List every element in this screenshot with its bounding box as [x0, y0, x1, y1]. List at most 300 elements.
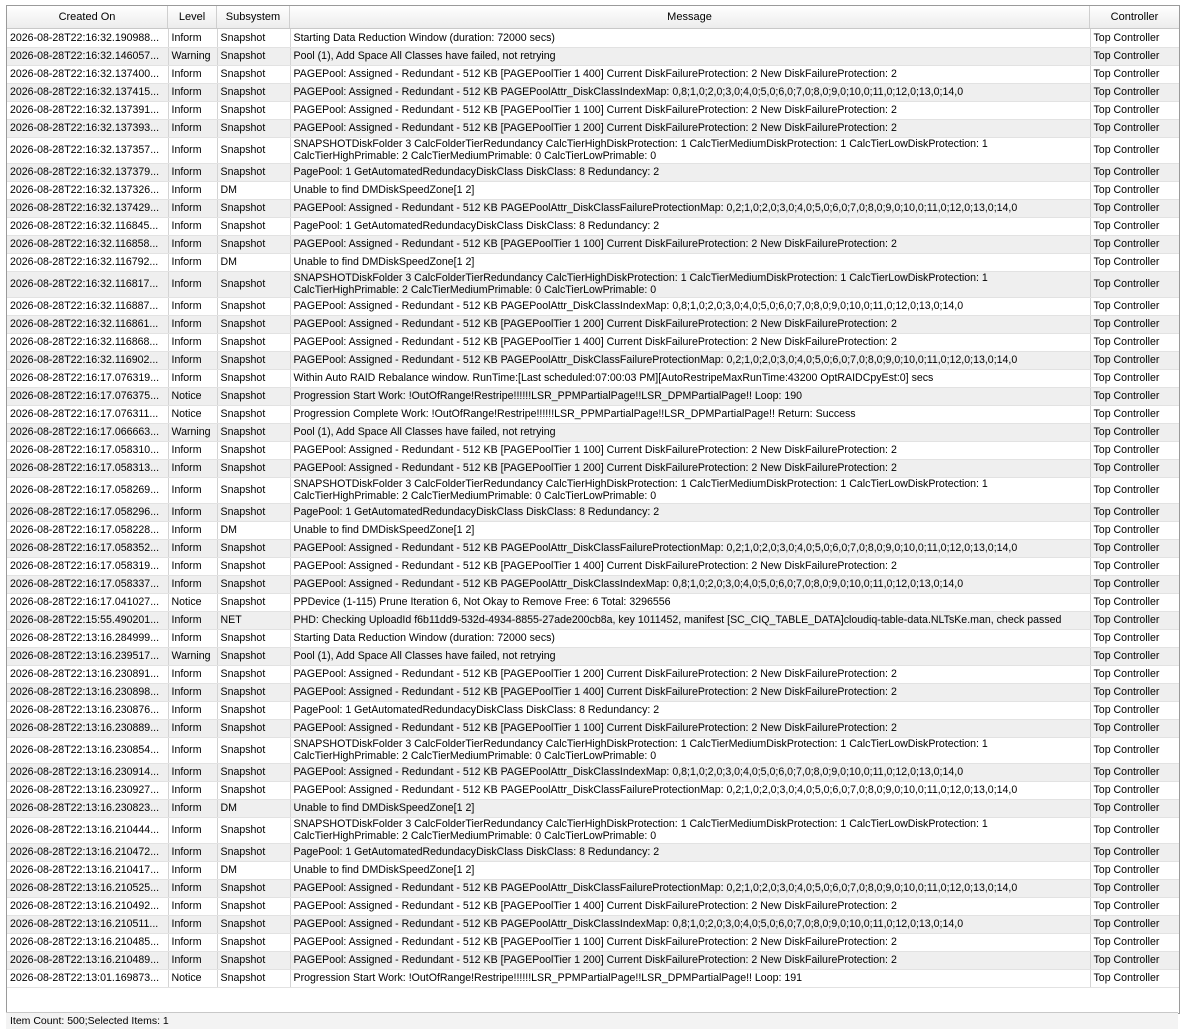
cell-subsystem: Snapshot [217, 575, 290, 593]
cell-message: PAGEPool: Assigned - Redundant - 512 KB [PAGEPoolTier 1 100] Current DiskFailureProtection: 2 New DiskFailureProtection: 2 [290, 441, 1090, 459]
cell-subsystem: Snapshot [217, 387, 290, 405]
cell-created-on: 2026-08-28T22:16:32.137415... [7, 83, 168, 101]
cell-subsystem: Snapshot [217, 593, 290, 611]
cell-level: Inform [168, 861, 217, 879]
table-row[interactable] [7, 405, 1179, 423]
cell-created-on: 2026-08-28T22:16:32.116868... [7, 333, 168, 351]
cell-created-on: 2026-08-28T22:16:32.137326... [7, 181, 168, 199]
cell-level: Inform [168, 799, 217, 817]
cell-controller: Top Controller [1090, 629, 1179, 647]
cell-message: PAGEPool: Assigned - Redundant - 512 KB PAGEPoolAttr_DiskClassFailureProtectionMap: 0,2;1,0;2,0;3,0;4,0;5,0;6,0;7,0;8,0;9,0;10,0;11,0;12,0;13,0;14,0 [290, 879, 1090, 897]
cell-message: PAGEPool: Assigned - Redundant - 512 KB [PAGEPoolTier 1 100] Current DiskFailureProtection: 2 New DiskFailureProtection: 2 [290, 101, 1090, 119]
cell-created-on: 2026-08-28T22:16:17.058296... [7, 503, 168, 521]
cell-level: Inform [168, 477, 217, 503]
cell-message: SNAPSHOTDiskFolder 3 CalcFolderTierRedundancy CalcTierHighDiskProtection: 1 CalcTierMediumDiskProtection: 1 CalcTierLowDiskProtection: 1 CalcTierHighPrimable: 2 CalcTierMediumPrimable: 0 CalcTierLowPrimable: 0 [290, 137, 1090, 163]
table-row[interactable] [7, 629, 1179, 647]
cell-level: Inform [168, 235, 217, 253]
table-row[interactable] [7, 199, 1179, 217]
cell-subsystem: Snapshot [217, 441, 290, 459]
cell-controller: Top Controller [1090, 683, 1179, 701]
cell-message: PPDevice (1-115) Prune Iteration 6, Not Okay to Remove Free: 6 Total: 3296556 [290, 593, 1090, 611]
cell-message: PAGEPool: Assigned - Redundant - 512 KB [PAGEPoolTier 1 200] Current DiskFailureProtection: 2 New DiskFailureProtection: 2 [290, 119, 1090, 137]
cell-message: PAGEPool: Assigned - Redundant - 512 KB [PAGEPoolTier 1 200] Current DiskFailureProtection: 2 New DiskFailureProtection: 2 [290, 459, 1090, 477]
cell-created-on: 2026-08-28T22:13:16.284999... [7, 629, 168, 647]
cell-created-on: 2026-08-28T22:16:17.058352... [7, 539, 168, 557]
cell-controller: Top Controller [1090, 297, 1179, 315]
table-row[interactable] [7, 817, 1179, 843]
cell-message: Progression Complete Work: !OutOfRange!Restripe!!!!!!LSR_PPMPartialPage!!LSR_DPMPartialPage!! Return: Success [290, 405, 1090, 423]
cell-message: SNAPSHOTDiskFolder 3 CalcFolderTierRedundancy CalcTierHighDiskProtection: 1 CalcTierMediumDiskProtection: 1 CalcTierLowDiskProtection: 1 CalcTierHighPrimable: 2 CalcTierMediumPrimable: 0 CalcTierLowPrimable: 0 [290, 737, 1090, 763]
table-row[interactable] [7, 101, 1179, 119]
cell-created-on: 2026-08-28T22:16:17.076319... [7, 369, 168, 387]
cell-message: SNAPSHOTDiskFolder 3 CalcFolderTierRedundancy CalcTierHighDiskProtection: 1 CalcTierMediumDiskProtection: 1 CalcTierLowDiskProtection: 1 CalcTierHighPrimable: 2 CalcTierMediumPrimable: 0 CalcTierLowPrimable: 0 [290, 271, 1090, 297]
cell-message: Progression Start Work: !OutOfRange!Restripe!!!!!!LSR_PPMPartialPage!!LSR_DPMPartialPage!! Loop: 190 [290, 387, 1090, 405]
cell-subsystem: Snapshot [217, 235, 290, 253]
cell-level: Warning [168, 647, 217, 665]
cell-subsystem: Snapshot [217, 843, 290, 861]
table-row[interactable] [7, 137, 1179, 163]
table-row[interactable] [7, 521, 1179, 539]
cell-message: PAGEPool: Assigned - Redundant - 512 KB PAGEPoolAttr_DiskClassIndexMap: 0,8;1,0;2,0;3,0;4,0;5,0;6,0;7,0;8,0;9,0;10,0;11,0;12,0;13,0;14,0 [290, 83, 1090, 101]
cell-controller: Top Controller [1090, 477, 1179, 503]
cell-controller: Top Controller [1090, 719, 1179, 737]
table-row[interactable] [7, 163, 1179, 181]
table-row[interactable] [7, 933, 1179, 951]
cell-controller: Top Controller [1090, 933, 1179, 951]
cell-controller: Top Controller [1090, 843, 1179, 861]
cell-created-on: 2026-08-28T22:13:16.230889... [7, 719, 168, 737]
table-body [7, 29, 1180, 988]
column-header-controller[interactable]: Controller [1110, 11, 1159, 23]
cell-level: Inform [168, 253, 217, 271]
cell-level: Notice [168, 969, 217, 987]
table-row[interactable] [7, 701, 1179, 719]
table-row[interactable] [7, 119, 1179, 137]
cell-controller: Top Controller [1090, 459, 1179, 477]
cell-level: Inform [168, 137, 217, 163]
cell-created-on: 2026-08-28T22:16:32.137429... [7, 199, 168, 217]
cell-level: Inform [168, 763, 217, 781]
cell-created-on: 2026-08-28T22:16:32.137357... [7, 137, 168, 163]
cell-subsystem: Snapshot [217, 763, 290, 781]
cell-subsystem: DM [217, 861, 290, 879]
cell-subsystem: DM [217, 521, 290, 539]
cell-created-on: 2026-08-28T22:13:16.230898... [7, 683, 168, 701]
table-row[interactable] [7, 915, 1179, 933]
cell-level: Inform [168, 119, 217, 137]
cell-message: PAGEPool: Assigned - Redundant - 512 KB [PAGEPoolTier 1 400] Current DiskFailureProtection: 2 New DiskFailureProtection: 2 [290, 65, 1090, 83]
cell-level: Inform [168, 897, 217, 915]
cell-subsystem: Snapshot [217, 199, 290, 217]
cell-subsystem: Snapshot [217, 369, 290, 387]
cell-controller: Top Controller [1090, 503, 1179, 521]
cell-message: SNAPSHOTDiskFolder 3 CalcFolderTierRedundancy CalcTierHighDiskProtection: 1 CalcTierMediumDiskProtection: 1 CalcTierLowDiskProtection: 1 CalcTierHighPrimable: 2 CalcTierMediumPrimable: 0 CalcTierLowPrimable: 0 [290, 817, 1090, 843]
cell-created-on: 2026-08-28T22:16:32.116858... [7, 235, 168, 253]
column-header-message[interactable]: Message [290, 6, 1090, 28]
cell-controller: Top Controller [1090, 235, 1179, 253]
cell-controller: Top Controller [1090, 575, 1179, 593]
cell-subsystem: Snapshot [217, 969, 290, 987]
cell-level: Inform [168, 351, 217, 369]
cell-subsystem: Snapshot [217, 629, 290, 647]
cell-controller: Top Controller [1090, 969, 1179, 987]
cell-created-on: 2026-08-28T22:15:55.490201... [7, 611, 168, 629]
cell-controller: Top Controller [1090, 253, 1179, 271]
cell-created-on: 2026-08-28T22:16:32.190988... [7, 29, 168, 47]
cell-message: PAGEPool: Assigned - Redundant - 512 KB [PAGEPoolTier 1 200] Current DiskFailureProtection: 2 New DiskFailureProtection: 2 [290, 951, 1090, 969]
cell-subsystem: DM [217, 181, 290, 199]
cell-controller: Top Controller [1090, 163, 1179, 181]
cell-level: Inform [168, 933, 217, 951]
cell-level: Inform [168, 83, 217, 101]
cell-controller: Top Controller [1090, 817, 1179, 843]
cell-controller: Top Controller [1090, 861, 1179, 879]
cell-subsystem: Snapshot [217, 423, 290, 441]
table-row[interactable] [7, 539, 1179, 557]
cell-message: PAGEPool: Assigned - Redundant - 512 KB [PAGEPoolTier 1 100] Current DiskFailureProtection: 2 New DiskFailureProtection: 2 [290, 719, 1090, 737]
cell-level: Inform [168, 951, 217, 969]
cell-created-on: 2026-08-28T22:13:16.210485... [7, 933, 168, 951]
cell-message: PAGEPool: Assigned - Redundant - 512 KB [PAGEPoolTier 1 400] Current DiskFailureProtection: 2 New DiskFailureProtection: 2 [290, 683, 1090, 701]
cell-controller: Top Controller [1090, 593, 1179, 611]
cell-subsystem: NET [217, 611, 290, 629]
cell-subsystem: Snapshot [217, 297, 290, 315]
table-row[interactable] [7, 575, 1179, 593]
cell-created-on: 2026-08-28T22:16:32.116902... [7, 351, 168, 369]
cell-level: Warning [168, 47, 217, 65]
cell-level: Inform [168, 575, 217, 593]
cell-subsystem: Snapshot [217, 781, 290, 799]
table-row[interactable] [7, 861, 1179, 879]
cell-controller: Top Controller [1090, 879, 1179, 897]
cell-created-on: 2026-08-28T22:16:32.116817... [7, 271, 168, 297]
cell-level: Inform [168, 737, 217, 763]
cell-message: PagePool: 1 GetAutomatedRedundacyDiskClass DiskClass: 8 Redundancy: 2 [290, 163, 1090, 181]
cell-level: Inform [168, 503, 217, 521]
cell-message: SNAPSHOTDiskFolder 3 CalcFolderTierRedundancy CalcTierHighDiskProtection: 1 CalcTierMediumDiskProtection: 1 CalcTierLowDiskProtection: 1 CalcTierHighPrimable: 2 CalcTierMediumPrimable: 0 CalcTierLowPrimable: 0 [290, 477, 1090, 503]
cell-level: Inform [168, 163, 217, 181]
cell-message: Unable to find DMDiskSpeedZone[1 2] [290, 181, 1090, 199]
cell-message: PAGEPool: Assigned - Redundant - 512 KB [PAGEPoolTier 1 200] Current DiskFailureProtection: 2 New DiskFailureProtection: 2 [290, 315, 1090, 333]
status-bar [6, 1012, 1178, 1029]
cell-message: PagePool: 1 GetAutomatedRedundacyDiskClass DiskClass: 8 Redundancy: 2 [290, 843, 1090, 861]
cell-message: PAGEPool: Assigned - Redundant - 512 KB [PAGEPoolTier 1 400] Current DiskFailureProtection: 2 New DiskFailureProtection: 2 [290, 557, 1090, 575]
cell-controller: Top Controller [1090, 315, 1179, 333]
table-row[interactable] [7, 763, 1179, 781]
cell-controller: Top Controller [1090, 271, 1179, 297]
cell-created-on: 2026-08-28T22:16:32.116792... [7, 253, 168, 271]
cell-created-on: 2026-08-28T22:13:16.230823... [7, 799, 168, 817]
cell-subsystem: Snapshot [217, 817, 290, 843]
cell-message: PAGEPool: Assigned - Redundant - 512 KB PAGEPoolAttr_DiskClassIndexMap: 0,8;1,0;2,0;3,0;4,0;5,0;6,0;7,0;8,0;9,0;10,0;11,0;12,0;13,0;14,0 [290, 575, 1090, 593]
status-text: Item Count: 500;Selected Items: 1 [10, 1015, 169, 1027]
table-row[interactable] [7, 29, 1179, 47]
table-row[interactable] [7, 781, 1179, 799]
cell-controller: Top Controller [1090, 119, 1179, 137]
cell-created-on: 2026-08-28T22:13:16.210492... [7, 897, 168, 915]
cell-level: Inform [168, 271, 217, 297]
cell-subsystem: Snapshot [217, 405, 290, 423]
cell-level: Inform [168, 29, 217, 47]
table-row[interactable] [7, 897, 1179, 915]
cell-controller: Top Controller [1090, 47, 1179, 65]
table-row[interactable] [7, 737, 1179, 763]
cell-message: Pool (1), Add Space All Classes have failed, not retrying [290, 647, 1090, 665]
cell-level: Inform [168, 915, 217, 933]
cell-message: Within Auto RAID Rebalance window. RunTime:[Last scheduled:07:00:03 PM][AutoRestripeMaxRunTime:43200 OptRAIDCpyEst:0] secs [290, 369, 1090, 387]
cell-created-on: 2026-08-28T22:16:32.116845... [7, 217, 168, 235]
cell-controller: Top Controller [1090, 763, 1179, 781]
cell-controller: Top Controller [1090, 557, 1179, 575]
cell-controller: Top Controller [1090, 781, 1179, 799]
cell-subsystem: Snapshot [217, 47, 290, 65]
cell-created-on: 2026-08-28T22:16:17.058269... [7, 477, 168, 503]
table-row[interactable] [7, 351, 1179, 369]
cell-level: Inform [168, 181, 217, 199]
cell-message: PAGEPool: Assigned - Redundant - 512 KB [PAGEPoolTier 1 200] Current DiskFailureProtection: 2 New DiskFailureProtection: 2 [290, 665, 1090, 683]
cell-controller: Top Controller [1090, 799, 1179, 817]
cell-message: PAGEPool: Assigned - Redundant - 512 KB [PAGEPoolTier 1 400] Current DiskFailureProtection: 2 New DiskFailureProtection: 2 [290, 897, 1090, 915]
cell-level: Notice [168, 405, 217, 423]
cell-subsystem: Snapshot [217, 719, 290, 737]
cell-controller: Top Controller [1090, 65, 1179, 83]
cell-subsystem: Snapshot [217, 333, 290, 351]
cell-subsystem: Snapshot [217, 647, 290, 665]
cell-message: PAGEPool: Assigned - Redundant - 512 KB [PAGEPoolTier 1 100] Current DiskFailureProtection: 2 New DiskFailureProtection: 2 [290, 235, 1090, 253]
cell-subsystem: Snapshot [217, 879, 290, 897]
cell-controller: Top Controller [1090, 199, 1179, 217]
table-row[interactable] [7, 557, 1179, 575]
cell-message: Unable to find DMDiskSpeedZone[1 2] [290, 861, 1090, 879]
cell-controller: Top Controller [1090, 181, 1179, 199]
cell-subsystem: Snapshot [217, 29, 290, 47]
cell-created-on: 2026-08-28T22:16:17.076311... [7, 405, 168, 423]
cell-subsystem: Snapshot [217, 897, 290, 915]
table-row[interactable] [7, 253, 1179, 271]
table-row[interactable] [7, 665, 1179, 683]
table-row[interactable] [7, 47, 1179, 65]
cell-created-on: 2026-08-28T22:13:16.210472... [7, 843, 168, 861]
cell-level: Inform [168, 557, 217, 575]
table-header [7, 6, 1179, 29]
cell-level: Inform [168, 879, 217, 897]
cell-created-on: 2026-08-28T22:16:17.076375... [7, 387, 168, 405]
cell-created-on: 2026-08-28T22:16:17.058313... [7, 459, 168, 477]
cell-message: PagePool: 1 GetAutomatedRedundacyDiskClass DiskClass: 8 Redundancy: 2 [290, 217, 1090, 235]
cell-level: Inform [168, 297, 217, 315]
cell-level: Notice [168, 387, 217, 405]
cell-level: Inform [168, 369, 217, 387]
table-row[interactable] [7, 459, 1179, 477]
cell-controller: Top Controller [1090, 137, 1179, 163]
cell-message: PagePool: 1 GetAutomatedRedundacyDiskClass DiskClass: 8 Redundancy: 2 [290, 701, 1090, 719]
column-header-subsystem[interactable]: Subsystem [217, 6, 290, 28]
table-row[interactable] [7, 333, 1179, 351]
cell-level: Inform [168, 521, 217, 539]
table-row[interactable] [7, 423, 1179, 441]
column-header-level[interactable]: Level [168, 6, 217, 28]
cell-level: Inform [168, 65, 217, 83]
cell-level: Inform [168, 781, 217, 799]
cell-level: Inform [168, 817, 217, 843]
table-row[interactable] [7, 387, 1179, 405]
cell-controller: Top Controller [1090, 441, 1179, 459]
cell-controller: Top Controller [1090, 405, 1179, 423]
cell-message: Starting Data Reduction Window (duration: 72000 secs) [290, 629, 1090, 647]
cell-message: Unable to find DMDiskSpeedZone[1 2] [290, 253, 1090, 271]
table-row[interactable] [7, 271, 1179, 297]
table-row[interactable] [7, 235, 1179, 253]
cell-created-on: 2026-08-28T22:16:32.146057... [7, 47, 168, 65]
cell-created-on: 2026-08-28T22:13:16.210511... [7, 915, 168, 933]
table-row[interactable] [7, 951, 1179, 969]
cell-level: Inform [168, 101, 217, 119]
table-row[interactable] [7, 297, 1179, 315]
cell-message: Unable to find DMDiskSpeedZone[1 2] [290, 799, 1090, 817]
cell-created-on: 2026-08-28T22:16:32.116861... [7, 315, 168, 333]
cell-created-on: 2026-08-28T22:13:01.169873... [7, 969, 168, 987]
cell-controller: Top Controller [1090, 611, 1179, 629]
cell-message: PAGEPool: Assigned - Redundant - 512 KB PAGEPoolAttr_DiskClassFailureProtectionMap: 0,2;1,0;2,0;3,0;4,0;5,0;6,0;7,0;8,0;9,0;10,0;11,0;12,0;13,0;14,0 [290, 539, 1090, 557]
cell-created-on: 2026-08-28T22:16:32.137379... [7, 163, 168, 181]
cell-level: Inform [168, 665, 217, 683]
cell-created-on: 2026-08-28T22:13:16.230914... [7, 763, 168, 781]
table-row[interactable] [7, 611, 1179, 629]
cell-created-on: 2026-08-28T22:16:17.066663... [7, 423, 168, 441]
cell-controller: Top Controller [1090, 915, 1179, 933]
cell-created-on: 2026-08-28T22:13:16.210444... [7, 817, 168, 843]
cell-message: PAGEPool: Assigned - Redundant - 512 KB PAGEPoolAttr_DiskClassFailureProtectionMap: 0,2;1,0;2,0;3,0;4,0;5,0;6,0;7,0;8,0;9,0;10,0;11,0;12,0;13,0;14,0 [290, 199, 1090, 217]
log-table [6, 5, 1180, 1014]
cell-subsystem: Snapshot [217, 65, 290, 83]
cell-subsystem: Snapshot [217, 665, 290, 683]
table-row[interactable] [7, 477, 1179, 503]
cell-created-on: 2026-08-28T22:13:16.210489... [7, 951, 168, 969]
table-row[interactable] [7, 843, 1179, 861]
cell-controller: Top Controller [1090, 333, 1179, 351]
cell-subsystem: Snapshot [217, 477, 290, 503]
cell-message: PAGEPool: Assigned - Redundant - 512 KB PAGEPoolAttr_DiskClassIndexMap: 0,8;1,0;2,0;3,0;4,0;5,0;6,0;7,0;8,0;9,0;10,0;11,0;12,0;13,0;14,0 [290, 915, 1090, 933]
cell-controller: Top Controller [1090, 897, 1179, 915]
cell-subsystem: Snapshot [217, 101, 290, 119]
table-row[interactable] [7, 879, 1179, 897]
table-row[interactable] [7, 647, 1179, 665]
cell-level: Inform [168, 315, 217, 333]
cell-created-on: 2026-08-28T22:16:32.137391... [7, 101, 168, 119]
cell-message: PHD: Checking UploadId f6b11dd9-532d-4934-8855-27ade200cb8a, key 1011452, manifest [SC_CIQ_TABLE_DATA]cloudiq-table-data.NLTsKe.man, check passed [290, 611, 1090, 629]
cell-level: Inform [168, 441, 217, 459]
cell-controller: Top Controller [1090, 83, 1179, 101]
cell-created-on: 2026-08-28T22:16:17.058337... [7, 575, 168, 593]
cell-controller: Top Controller [1090, 423, 1179, 441]
cell-subsystem: Snapshot [217, 557, 290, 575]
cell-level: Warning [168, 423, 217, 441]
cell-level: Inform [168, 719, 217, 737]
cell-level: Inform [168, 629, 217, 647]
cell-created-on: 2026-08-28T22:13:16.230854... [7, 737, 168, 763]
cell-level: Notice [168, 593, 217, 611]
cell-created-on: 2026-08-28T22:16:17.058228... [7, 521, 168, 539]
table-row[interactable] [7, 441, 1179, 459]
cell-subsystem: Snapshot [217, 539, 290, 557]
cell-level: Inform [168, 701, 217, 719]
cell-subsystem: Snapshot [217, 119, 290, 137]
cell-level: Inform [168, 843, 217, 861]
cell-subsystem: Snapshot [217, 163, 290, 181]
cell-message: PAGEPool: Assigned - Redundant - 512 KB [PAGEPoolTier 1 400] Current DiskFailureProtection: 2 New DiskFailureProtection: 2 [290, 333, 1090, 351]
column-header-created-on[interactable]: Created On [7, 6, 168, 28]
table-row[interactable] [7, 719, 1179, 737]
cell-subsystem: DM [217, 253, 290, 271]
cell-subsystem: Snapshot [217, 951, 290, 969]
table-row[interactable] [7, 683, 1179, 701]
cell-message: Unable to find DMDiskSpeedZone[1 2] [290, 521, 1090, 539]
cell-subsystem: Snapshot [217, 83, 290, 101]
cell-message: PAGEPool: Assigned - Redundant - 512 KB PAGEPoolAttr_DiskClassFailureProtectionMap: 0,2;1,0;2,0;3,0;4,0;5,0;6,0;7,0;8,0;9,0;10,0;11,0;12,0;13,0;14,0 [290, 351, 1090, 369]
table-row[interactable] [7, 181, 1179, 199]
cell-created-on: 2026-08-28T22:16:32.137400... [7, 65, 168, 83]
table-row[interactable] [7, 503, 1179, 521]
cell-created-on: 2026-08-28T22:16:32.137393... [7, 119, 168, 137]
cell-created-on: 2026-08-28T22:16:17.058310... [7, 441, 168, 459]
cell-created-on: 2026-08-28T22:13:16.230927... [7, 781, 168, 799]
cell-subsystem: Snapshot [217, 933, 290, 951]
cell-message: Pool (1), Add Space All Classes have failed, not retrying [290, 47, 1090, 65]
cell-message: Starting Data Reduction Window (duration: 72000 secs) [290, 29, 1090, 47]
table-row[interactable] [7, 969, 1179, 987]
cell-controller: Top Controller [1090, 387, 1179, 405]
cell-created-on: 2026-08-28T22:13:16.210525... [7, 879, 168, 897]
cell-subsystem: Snapshot [217, 217, 290, 235]
table-row[interactable] [7, 593, 1179, 611]
cell-subsystem: Snapshot [217, 683, 290, 701]
table-row[interactable] [7, 83, 1179, 101]
cell-subsystem: Snapshot [217, 315, 290, 333]
cell-subsystem: Snapshot [217, 137, 290, 163]
cell-subsystem: Snapshot [217, 459, 290, 477]
cell-level: Inform [168, 217, 217, 235]
cell-level: Inform [168, 683, 217, 701]
cell-controller: Top Controller [1090, 737, 1179, 763]
cell-message: PAGEPool: Assigned - Redundant - 512 KB [PAGEPoolTier 1 100] Current DiskFailureProtection: 2 New DiskFailureProtection: 2 [290, 933, 1090, 951]
cell-subsystem: Snapshot [217, 351, 290, 369]
cell-level: Inform [168, 459, 217, 477]
cell-level: Inform [168, 611, 217, 629]
cell-controller: Top Controller [1090, 539, 1179, 557]
cell-controller: Top Controller [1090, 351, 1179, 369]
cell-created-on: 2026-08-28T22:13:16.239517... [7, 647, 168, 665]
cell-created-on: 2026-08-28T22:13:16.230891... [7, 665, 168, 683]
cell-message: PAGEPool: Assigned - Redundant - 512 KB PAGEPoolAttr_DiskClassIndexMap: 0,8;1,0;2,0;3,0;4,0;5,0;6,0;7,0;8,0;9,0;10,0;11,0;12,0;13,0;14,0 [290, 763, 1090, 781]
table-row[interactable] [7, 315, 1179, 333]
cell-level: Inform [168, 333, 217, 351]
table-row[interactable] [7, 65, 1179, 83]
cell-message: Progression Start Work: !OutOfRange!Restripe!!!!!!LSR_PPMPartialPage!!LSR_DPMPartialPage!! Loop: 191 [290, 969, 1090, 987]
table-row[interactable] [7, 369, 1179, 387]
cell-message: PagePool: 1 GetAutomatedRedundacyDiskClass DiskClass: 8 Redundancy: 2 [290, 503, 1090, 521]
cell-message: PAGEPool: Assigned - Redundant - 512 KB PAGEPoolAttr_DiskClassIndexMap: 0,8;1,0;2,0;3,0;4,0;5,0;6,0;7,0;8,0;9,0;10,0;11,0;12,0;13,0;14,0 [290, 297, 1090, 315]
cell-created-on: 2026-08-28T22:13:16.210417... [7, 861, 168, 879]
cell-controller: Top Controller [1090, 701, 1179, 719]
cell-controller: Top Controller [1090, 521, 1179, 539]
cell-controller: Top Controller [1090, 647, 1179, 665]
cell-level: Inform [168, 539, 217, 557]
cell-controller: Top Controller [1090, 369, 1179, 387]
table-row[interactable] [7, 799, 1179, 817]
table-row[interactable] [7, 217, 1179, 235]
cell-controller: Top Controller [1090, 665, 1179, 683]
cell-subsystem: DM [217, 799, 290, 817]
